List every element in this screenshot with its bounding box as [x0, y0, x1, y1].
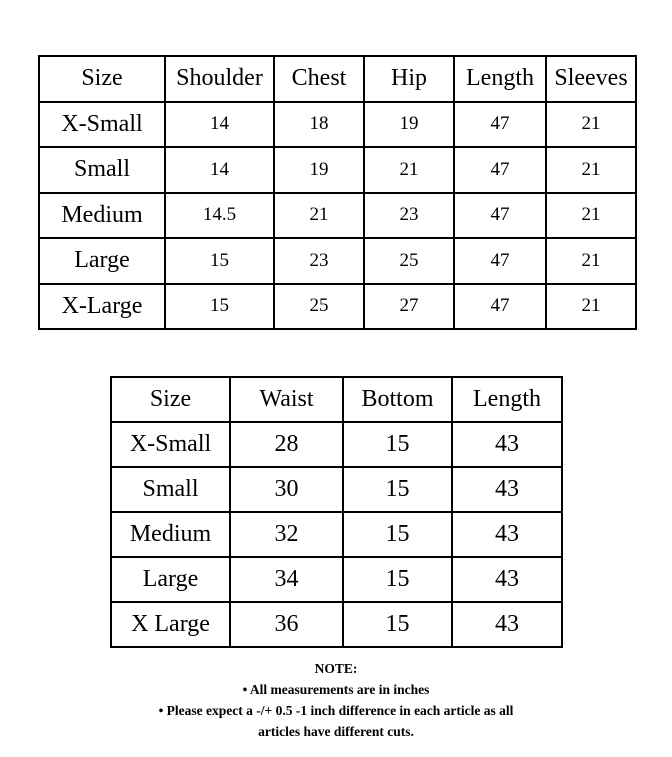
note-line: • Please expect a -/+ 0.5 -1 inch difference in each article as all	[158, 703, 514, 718]
table-cell: 23	[274, 238, 364, 284]
size-cell: Small	[39, 147, 165, 193]
table-row	[111, 467, 562, 512]
table-row	[39, 102, 636, 148]
note-line: • All measurements are in inches	[242, 682, 430, 697]
size-cell: X-Large	[39, 284, 165, 330]
table-row	[111, 557, 562, 602]
table-cell: 15	[343, 512, 452, 557]
table-cell: 43	[452, 422, 562, 467]
table-cell: 14	[165, 102, 274, 148]
table-cell: 19	[364, 102, 454, 148]
table-header-row	[111, 377, 562, 422]
size-cell: X Large	[111, 602, 230, 647]
table-cell: 27	[364, 284, 454, 330]
column-header: Shoulder	[165, 56, 274, 102]
table-cell: 21	[546, 193, 636, 239]
top-size-chart-table	[38, 55, 637, 330]
table-cell: 21	[546, 102, 636, 148]
size-cell: Large	[39, 238, 165, 284]
size-cell: X-Small	[39, 102, 165, 148]
table-cell: 34	[230, 557, 343, 602]
size-cell: Large	[111, 557, 230, 602]
size-cell: Small	[111, 467, 230, 512]
note-block	[0, 658, 672, 742]
size-cell: Medium	[39, 193, 165, 239]
table-row	[111, 512, 562, 557]
column-header: Chest	[274, 56, 364, 102]
table-cell: 28	[230, 422, 343, 467]
table-cell: 15	[165, 238, 274, 284]
bottom-size-chart-table	[110, 376, 563, 648]
size-cell: Medium	[111, 512, 230, 557]
column-header: Sleeves	[546, 56, 636, 102]
note-line: articles have different cuts.	[258, 724, 414, 739]
table-cell: 47	[454, 102, 546, 148]
column-header: Size	[39, 56, 165, 102]
table-cell: 36	[230, 602, 343, 647]
table-cell: 21	[546, 284, 636, 330]
column-header: Size	[111, 377, 230, 422]
table-cell: 30	[230, 467, 343, 512]
table-cell: 25	[274, 284, 364, 330]
table-cell: 21	[546, 238, 636, 284]
table-cell: 43	[452, 557, 562, 602]
table-cell: 21	[274, 193, 364, 239]
table-row	[39, 238, 636, 284]
table-cell: 32	[230, 512, 343, 557]
table-cell: 47	[454, 284, 546, 330]
table-cell: 47	[454, 147, 546, 193]
table-cell: 47	[454, 238, 546, 284]
table-cell: 14.5	[165, 193, 274, 239]
table-cell: 19	[274, 147, 364, 193]
table-cell: 21	[546, 147, 636, 193]
table-cell: 21	[364, 147, 454, 193]
table-row	[39, 193, 636, 239]
table-cell: 18	[274, 102, 364, 148]
table-cell: 15	[343, 467, 452, 512]
table-cell: 15	[343, 602, 452, 647]
table-row	[111, 602, 562, 647]
table-cell: 15	[165, 284, 274, 330]
table-row	[39, 147, 636, 193]
size-cell: X-Small	[111, 422, 230, 467]
table-cell: 25	[364, 238, 454, 284]
table-row	[111, 422, 562, 467]
table-cell: 15	[343, 422, 452, 467]
table-cell: 15	[343, 557, 452, 602]
column-header: Length	[452, 377, 562, 422]
table-cell: 47	[454, 193, 546, 239]
table-header-row	[39, 56, 636, 102]
table-cell: 43	[452, 467, 562, 512]
column-header: Length	[454, 56, 546, 102]
note-title: NOTE:	[314, 661, 358, 676]
table-cell: 43	[452, 602, 562, 647]
table-cell: 43	[452, 512, 562, 557]
column-header: Waist	[230, 377, 343, 422]
table-cell: 23	[364, 193, 454, 239]
table-row	[39, 284, 636, 330]
table-cell: 14	[165, 147, 274, 193]
column-header: Hip	[364, 56, 454, 102]
column-header: Bottom	[343, 377, 452, 422]
